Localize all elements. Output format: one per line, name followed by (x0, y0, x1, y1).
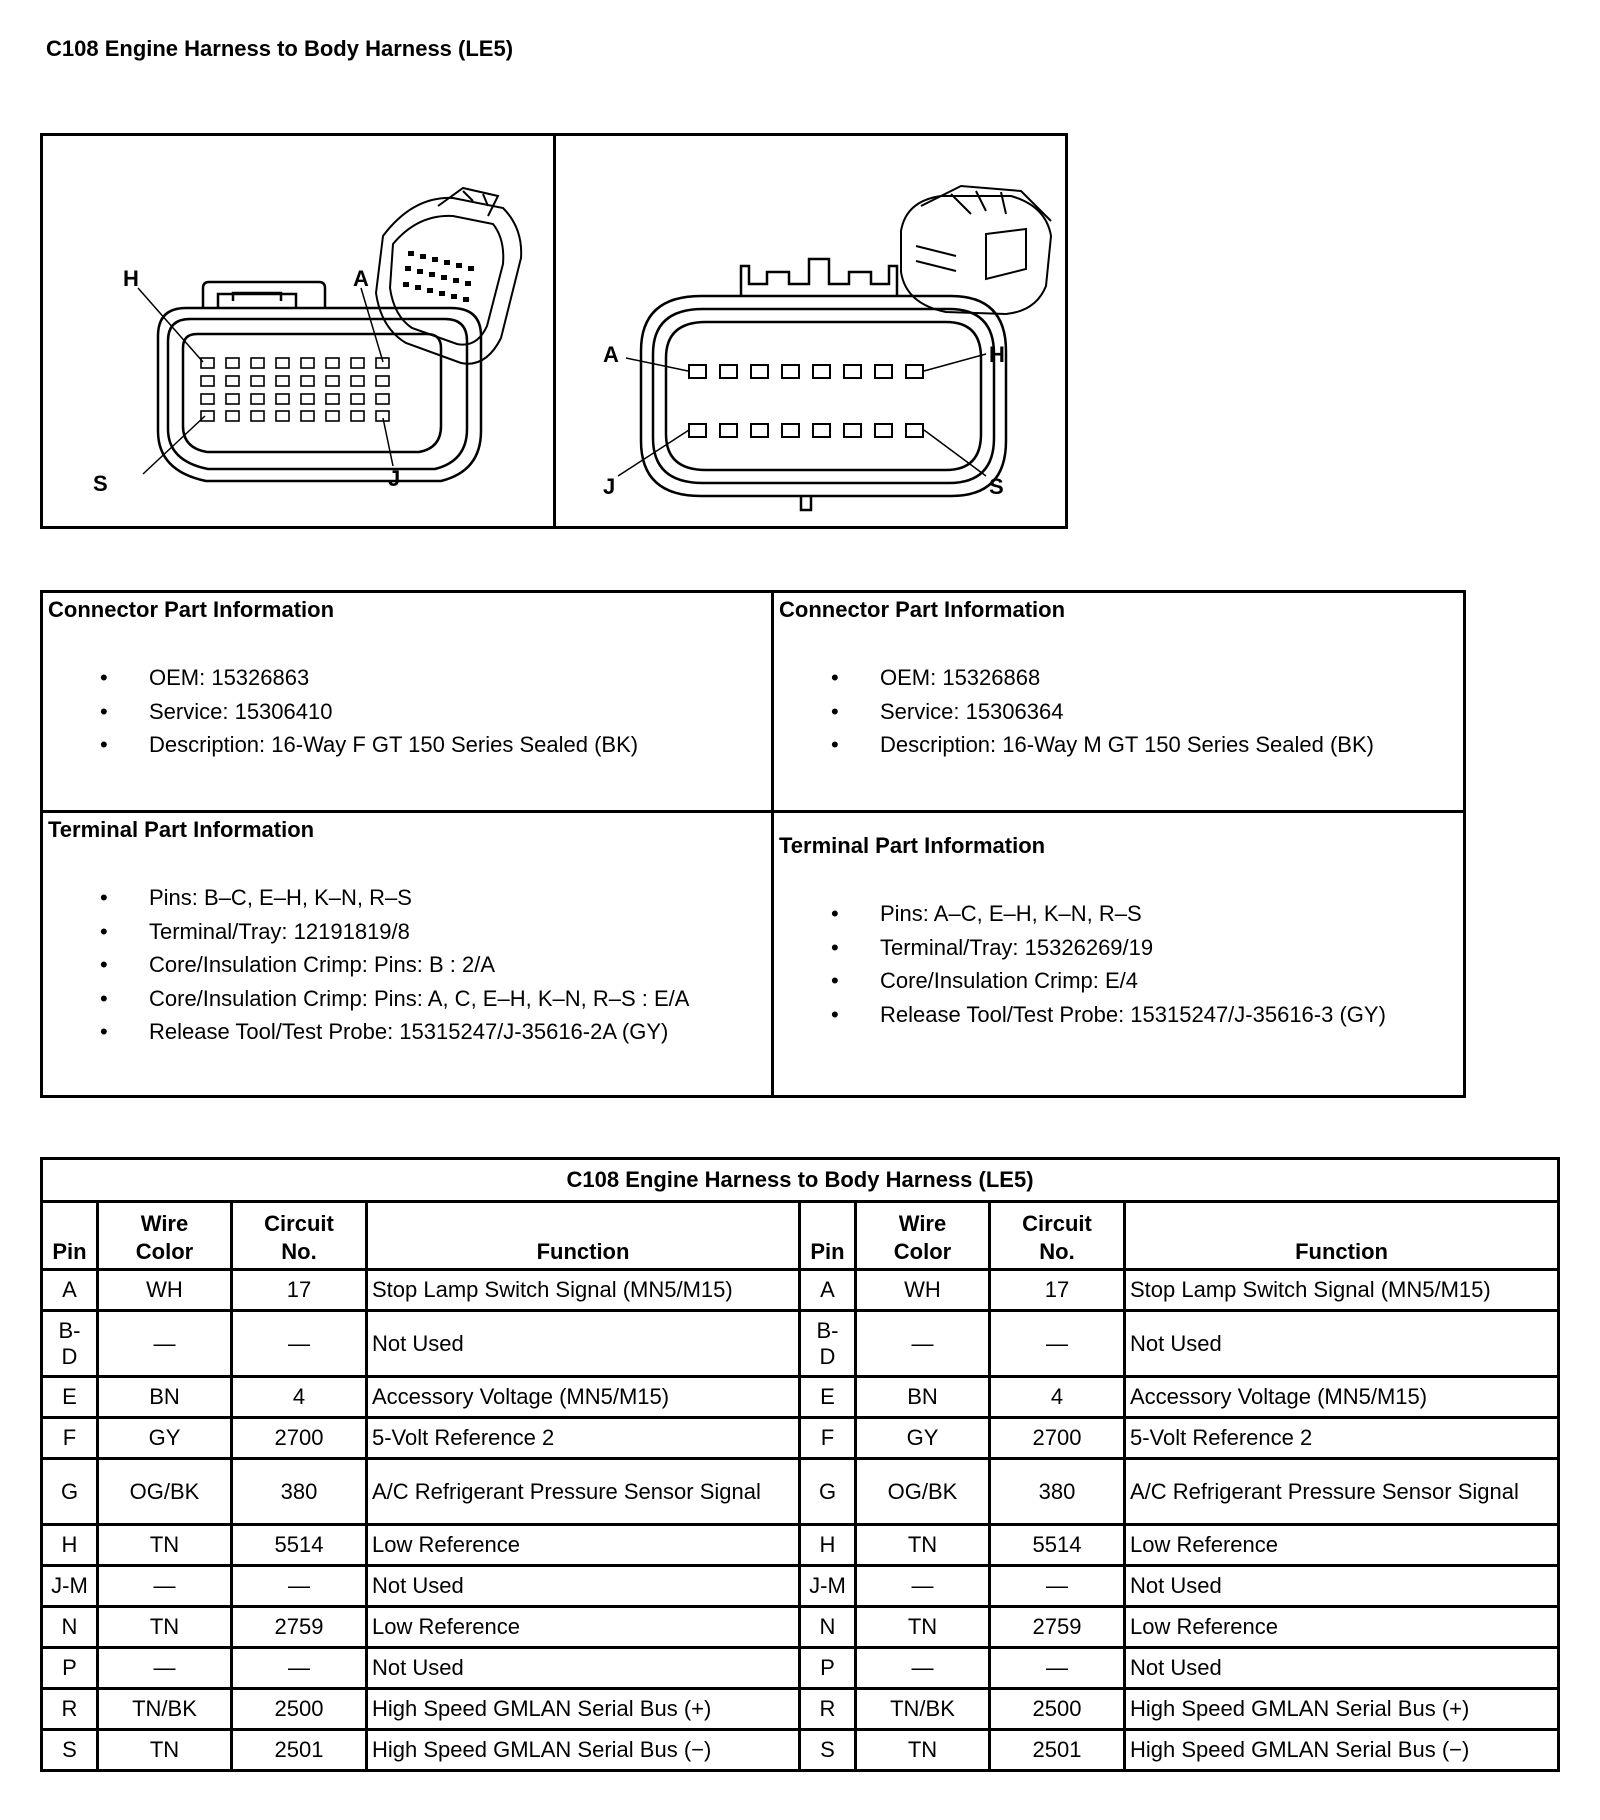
page-title: C108 Engine Harness to Body Harness (LE5) (46, 36, 514, 61)
list-item: • Terminal/Tray: 15326269/19 (779, 931, 1466, 965)
table-row (42, 1607, 1559, 1648)
function-cell: Low Reference (367, 1525, 800, 1566)
female-connector-3d-icon (376, 188, 521, 364)
header-wire-color: Wire Color (98, 1202, 232, 1270)
list-item: • Service: 15306410 (48, 695, 771, 729)
function-cell: Low Reference (1125, 1607, 1559, 1648)
pinout-table (40, 1157, 1560, 1772)
list-item: • OEM: 15326863 (48, 661, 771, 695)
wire-color-cell: TN (856, 1607, 990, 1648)
wire-color-cell: TN/BK (98, 1689, 232, 1730)
wire-color-cell: GY (856, 1418, 990, 1459)
pin-cell: P (800, 1648, 856, 1689)
right-terminal-info (774, 829, 1466, 1098)
wire-color-cell: GY (98, 1418, 232, 1459)
header-pin: Pin (800, 1202, 856, 1270)
function-cell: Not Used (1125, 1648, 1559, 1689)
function-cell: Stop Lamp Switch Signal (MN5/M15) (367, 1270, 800, 1311)
wire-color-cell: TN (98, 1730, 232, 1771)
pin-cell: J-M (42, 1566, 98, 1607)
table-row (42, 1377, 1559, 1418)
circuit-cell: 2700 (990, 1418, 1125, 1459)
header-circuit-no: Circuit No. (232, 1202, 367, 1270)
pin-cell: G (800, 1459, 856, 1525)
circuit-cell: 2501 (232, 1730, 367, 1771)
left-connector-info (43, 593, 771, 810)
label-a: A (353, 266, 369, 291)
function-cell: Not Used (1125, 1311, 1559, 1377)
wire-color-cell: — (98, 1648, 232, 1689)
function-cell: Not Used (367, 1648, 800, 1689)
label-s: S (989, 474, 1004, 499)
pin-cell: A (42, 1270, 98, 1311)
circuit-cell: 2759 (990, 1607, 1125, 1648)
circuit-cell: 2501 (990, 1730, 1125, 1771)
function-cell: High Speed GMLAN Serial Bus (+) (367, 1689, 800, 1730)
wire-color-cell: WH (98, 1270, 232, 1311)
function-cell: 5-Volt Reference 2 (367, 1418, 800, 1459)
function-cell: Accessory Voltage (MN5/M15) (367, 1377, 800, 1418)
wire-color-cell: — (98, 1311, 232, 1377)
pin-cell: N (42, 1607, 98, 1648)
table-row (42, 1566, 1559, 1607)
table-row (42, 1730, 1559, 1771)
wire-color-cell: TN (98, 1525, 232, 1566)
table-row (42, 1525, 1559, 1566)
circuit-cell: 2759 (232, 1607, 367, 1648)
wire-color-cell: TN/BK (856, 1689, 990, 1730)
table-header-row (42, 1202, 1559, 1270)
header-function: Function (1125, 1202, 1559, 1270)
wire-color-cell: BN (98, 1377, 232, 1418)
circuit-cell: 4 (232, 1377, 367, 1418)
label-a: A (603, 342, 619, 367)
pin-cell: E (42, 1377, 98, 1418)
circuit-cell: 17 (232, 1270, 367, 1311)
header-circuit-no: Circuit No. (990, 1202, 1125, 1270)
function-cell: Not Used (1125, 1566, 1559, 1607)
list-item: • Service: 15306364 (779, 695, 1466, 729)
label-h: H (989, 342, 1005, 367)
circuit-cell: 2500 (232, 1689, 367, 1730)
left-terminal-list (48, 881, 771, 1049)
label-h: H (123, 266, 139, 291)
pin-cell: E (800, 1377, 856, 1418)
function-cell: Accessory Voltage (MN5/M15) (1125, 1377, 1559, 1418)
pin-cell: A (800, 1270, 856, 1311)
header-function: Function (367, 1202, 800, 1270)
function-cell: Not Used (367, 1566, 800, 1607)
wire-color-cell: TN (856, 1525, 990, 1566)
list-item: • Terminal/Tray: 12191819/8 (48, 915, 771, 949)
pin-cell: R (42, 1689, 98, 1730)
male-connector-illustration (556, 136, 1068, 526)
function-cell: Stop Lamp Switch Signal (MN5/M15) (1125, 1270, 1559, 1311)
header-wire-color: Wire Color (856, 1202, 990, 1270)
part-information-grid (40, 590, 1466, 1098)
circuit-cell: 5514 (990, 1525, 1125, 1566)
circuit-cell: 4 (990, 1377, 1125, 1418)
wire-color-cell: TN (98, 1607, 232, 1648)
function-cell: 5-Volt Reference 2 (1125, 1418, 1559, 1459)
wire-color-cell: — (98, 1566, 232, 1607)
circuit-cell: — (990, 1648, 1125, 1689)
pin-cell: H (42, 1525, 98, 1566)
function-cell: High Speed GMLAN Serial Bus (+) (1125, 1689, 1559, 1730)
pin-cell: P (42, 1648, 98, 1689)
circuit-cell: — (232, 1311, 367, 1377)
list-item: • Release Tool/Test Probe: 15315247/J-35616-3 (GY) (779, 998, 1466, 1032)
circuit-cell: 380 (232, 1459, 367, 1525)
wire-color-cell: — (856, 1566, 990, 1607)
wire-color-cell: WH (856, 1270, 990, 1311)
list-item: • OEM: 15326868 (779, 661, 1466, 695)
pin-cell: B- D (42, 1311, 98, 1377)
circuit-cell: 17 (990, 1270, 1125, 1311)
circuit-cell: — (990, 1566, 1125, 1607)
function-cell: Low Reference (1125, 1525, 1559, 1566)
list-item: • Description: 16-Way M GT 150 Series Sealed (BK) (779, 728, 1466, 762)
circuit-cell: — (232, 1648, 367, 1689)
pin-cell: N (800, 1607, 856, 1648)
circuit-cell: 5514 (232, 1525, 367, 1566)
left-connector-heading: Connector Part Information (48, 597, 335, 622)
list-item: • Pins: B–C, E–H, K–N, R–S (48, 881, 771, 915)
function-cell: High Speed GMLAN Serial Bus (−) (367, 1730, 800, 1771)
function-cell: A/C Refrigerant Pressure Sensor Signal (1125, 1459, 1559, 1525)
pin-cell: B- D (800, 1311, 856, 1377)
table-row (42, 1459, 1559, 1525)
circuit-cell: 2700 (232, 1418, 367, 1459)
wire-color-cell: — (856, 1311, 990, 1377)
function-cell: High Speed GMLAN Serial Bus (−) (1125, 1730, 1559, 1771)
circuit-cell: — (232, 1566, 367, 1607)
function-cell: A/C Refrigerant Pressure Sensor Signal (367, 1459, 800, 1525)
list-item: • Release Tool/Test Probe: 15315247/J-35616-2A (GY) (48, 1015, 771, 1049)
right-connector-info (774, 593, 1466, 810)
circuit-cell: 2500 (990, 1689, 1125, 1730)
pin-cell: J-M (800, 1566, 856, 1607)
list-item: • Pins: A–C, E–H, K–N, R–S (779, 897, 1466, 931)
pin-cell: S (800, 1730, 856, 1771)
circuit-cell: — (990, 1311, 1125, 1377)
wire-color-cell: OG/BK (856, 1459, 990, 1525)
list-item: • Core/Insulation Crimp: E/4 (779, 964, 1466, 998)
wire-color-cell: TN (856, 1730, 990, 1771)
pin-cell: H (800, 1525, 856, 1566)
label-j: J (603, 474, 616, 499)
function-cell: Low Reference (367, 1607, 800, 1648)
left-terminal-heading: Terminal Part Information (48, 817, 315, 842)
right-terminal-list (779, 897, 1466, 1031)
left-connector-list (48, 661, 771, 762)
list-item: • Core/Insulation Crimp: Pins: B : 2/A (48, 948, 771, 982)
left-terminal-info (43, 813, 771, 1098)
table-caption: C108 Engine Harness to Body Harness (LE5) (42, 1159, 1559, 1202)
circuit-cell: 380 (990, 1459, 1125, 1525)
table-row (42, 1311, 1559, 1377)
header-pin: Pin (42, 1202, 98, 1270)
wire-color-cell: OG/BK (98, 1459, 232, 1525)
label-j: J (388, 466, 401, 491)
right-terminal-heading: Terminal Part Information (779, 833, 1046, 858)
table-row (42, 1689, 1559, 1730)
pin-cell: R (800, 1689, 856, 1730)
pin-cell: F (800, 1418, 856, 1459)
wire-color-cell: BN (856, 1377, 990, 1418)
connector-diagram-panel (40, 133, 1068, 529)
right-connector-list (779, 661, 1466, 762)
table-row (42, 1648, 1559, 1689)
table-row (42, 1270, 1559, 1311)
pin-cell: F (42, 1418, 98, 1459)
wire-color-cell: — (856, 1648, 990, 1689)
right-connector-heading: Connector Part Information (779, 597, 1066, 622)
label-s: S (93, 471, 108, 496)
table-row (42, 1418, 1559, 1459)
pin-cell: S (42, 1730, 98, 1771)
female-connector-illustration (43, 136, 553, 526)
pin-cell: G (42, 1459, 98, 1525)
list-item: • Core/Insulation Crimp: Pins: A, C, E–H, K–N, R–S : E/A (48, 982, 771, 1016)
function-cell: Not Used (367, 1311, 800, 1377)
list-item: • Description: 16-Way F GT 150 Series Sealed (BK) (48, 728, 771, 762)
